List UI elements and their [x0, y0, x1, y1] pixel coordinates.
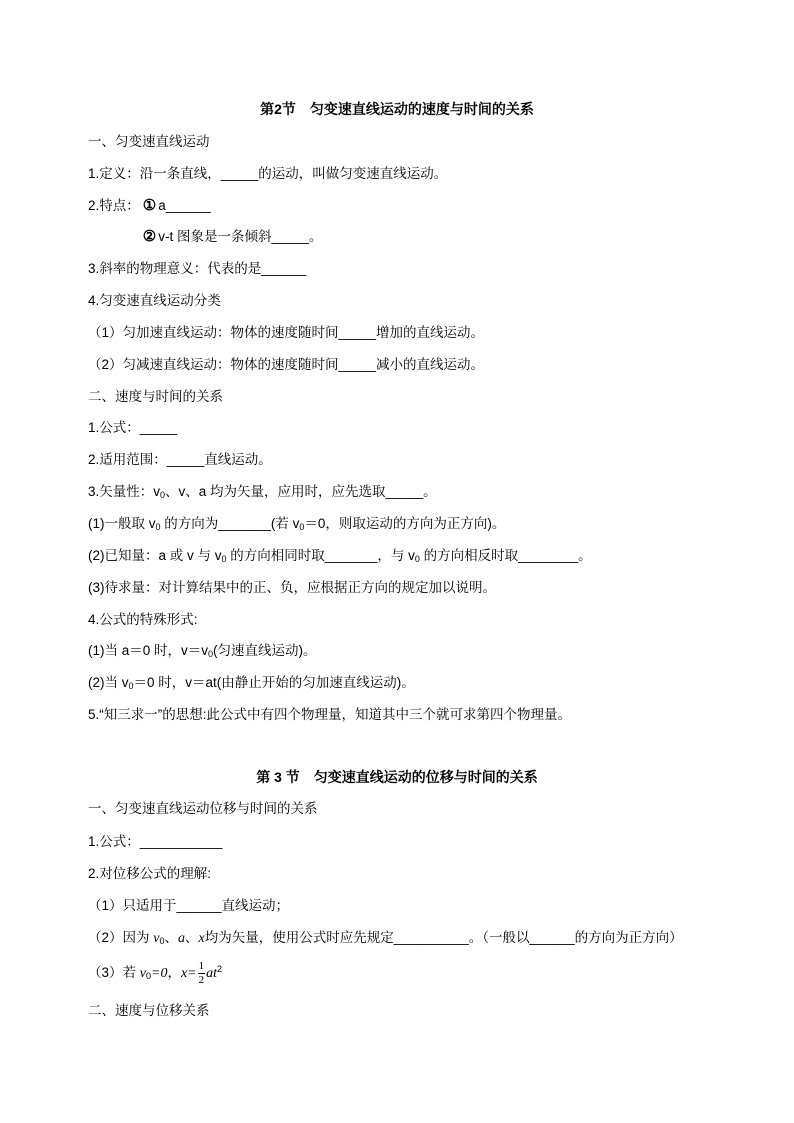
definition-line: 1.定义：沿一条直线，_____的运动，叫做匀变速直线运动。 — [88, 165, 448, 181]
slope-meaning-line: 3.斜率的物理意义：代表的是______ — [88, 261, 307, 277]
feature-item-2 — [143, 221, 794, 253]
know-three-line: 5.“知三求一”的思想:此公式中有四个物理量，知道其中三个就可求第四个物理量。 — [88, 707, 571, 723]
var-x: x — [180, 965, 188, 981]
subscript: 0 — [145, 970, 151, 981]
subscript: 0 — [208, 649, 214, 660]
special-form-item-1 — [0, 635, 794, 667]
circled-two-marker: ② — [142, 228, 157, 246]
text-segment: 、v、a 均为矢量，应用时，应先选取_____。 — [165, 484, 437, 500]
text-segment: ＝0 时，v＝at(由静止开始的匀加速直线运动)。 — [133, 675, 415, 691]
heading-uniform-motion: 一、匀变速直线运动 — [88, 133, 210, 149]
heading-velocity-displacement: 二、速度与位移关系 — [88, 1002, 210, 1018]
subscript: 0 — [414, 553, 420, 564]
text-segment: 的方向为_______(若 v — [160, 515, 300, 531]
features-label: 2.特点： — [88, 197, 140, 213]
var-x: x — [198, 931, 205, 947]
subscript: 0 — [128, 681, 134, 692]
indent-spacer — [88, 221, 140, 253]
classification-item-1: （1）匀加速直线运动：物体的速度随时间_____增加的直线运动。 — [88, 324, 485, 340]
displacement-formula-line: 1.公式：___________ — [88, 833, 223, 849]
heading-velocity-time: 二、速度与时间的关系 — [88, 388, 223, 404]
understanding-item-1: （1）只适用于______直线运动； — [88, 898, 290, 914]
special-form-item-2 — [0, 667, 794, 699]
fraction-one-half — [198, 961, 206, 986]
separator: 、 — [185, 930, 199, 946]
section-2 — [0, 94, 794, 731]
subscript: 0 — [155, 521, 161, 532]
var-a: a — [178, 931, 185, 947]
feature-item-2-text: v-t 图象是一条倾斜_____。 — [158, 229, 323, 245]
feature-item-1 — [143, 190, 794, 222]
text-segment: （2）因为 — [88, 930, 154, 946]
text-segment: 的方向相同时取_______，与 v — [226, 547, 415, 563]
superscript: 2 — [217, 963, 223, 974]
section-3-title: 第 3 节 匀变速直线运动的位移与时间的关系 — [256, 769, 538, 785]
vector-item-1 — [0, 508, 794, 540]
equals-sign: = — [187, 965, 197, 981]
var-v: v — [139, 965, 146, 981]
var-v: v — [153, 931, 160, 947]
comma: ， — [167, 964, 181, 980]
vector-item-2 — [0, 540, 794, 572]
text-segment: 均为矢量，使用公式时应先规定__________。（一般以______的方向为正方向） — [204, 930, 683, 946]
section-3 — [0, 761, 794, 1027]
vector-label — [0, 476, 794, 508]
text-segment: （3）若 — [88, 964, 140, 980]
separator: 、 — [164, 930, 178, 946]
subscript: 0 — [160, 490, 166, 501]
understanding-label: 2.对位移公式的理解: — [88, 865, 212, 881]
text-segment: (1)当 a＝0 时，v＝v — [88, 643, 209, 659]
subscript: 0 — [159, 936, 165, 947]
var-at: at — [206, 965, 218, 981]
scope-line: 2.适用范围：_____直线运动。 — [88, 452, 272, 468]
feature-item-1-text: a______ — [158, 197, 211, 213]
equals-zero: =0 — [151, 965, 168, 981]
text-segment: (匀速直线运动)。 — [213, 643, 317, 659]
features-block — [0, 190, 794, 254]
section-2-title: 第2节 匀变速直线运动的速度与时间的关系 — [260, 101, 534, 117]
text-segment: (2)已知量：a 或 v 与 v — [88, 547, 222, 563]
text-segment: (2)当 v — [88, 675, 129, 691]
special-forms-label: 4.公式的特殊形式: — [88, 611, 198, 627]
formula-line: 1.公式：_____ — [88, 420, 178, 436]
subscript: 0 — [221, 553, 227, 564]
fraction-denominator: 2 — [198, 973, 205, 986]
text-segment: 3.矢量性：v — [88, 484, 161, 500]
classification-item-2: （2）匀减速直线运动：物体的速度随时间_____减小的直线运动。 — [88, 356, 485, 372]
circled-one-marker: ① — [142, 196, 157, 214]
understanding-item-3 — [0, 955, 794, 991]
classification-label: 4.匀变速直线运动分类 — [88, 293, 221, 309]
vector-item-3: (3)待求量：对计算结果中的正、负，应根据正方向的规定加以说明。 — [88, 579, 496, 595]
subscript: 0 — [299, 521, 305, 532]
heading-displacement-time: 一、匀变速直线运动位移与时间的关系 — [88, 801, 318, 817]
understanding-item-2 — [0, 922, 794, 954]
fraction-numerator: 1 — [198, 959, 205, 972]
text-segment: 的方向相反时取________。 — [419, 547, 592, 563]
text-segment: (1)一般取 v — [88, 515, 156, 531]
text-segment: ＝0，则取运动的方向为正方向)。 — [304, 515, 506, 531]
